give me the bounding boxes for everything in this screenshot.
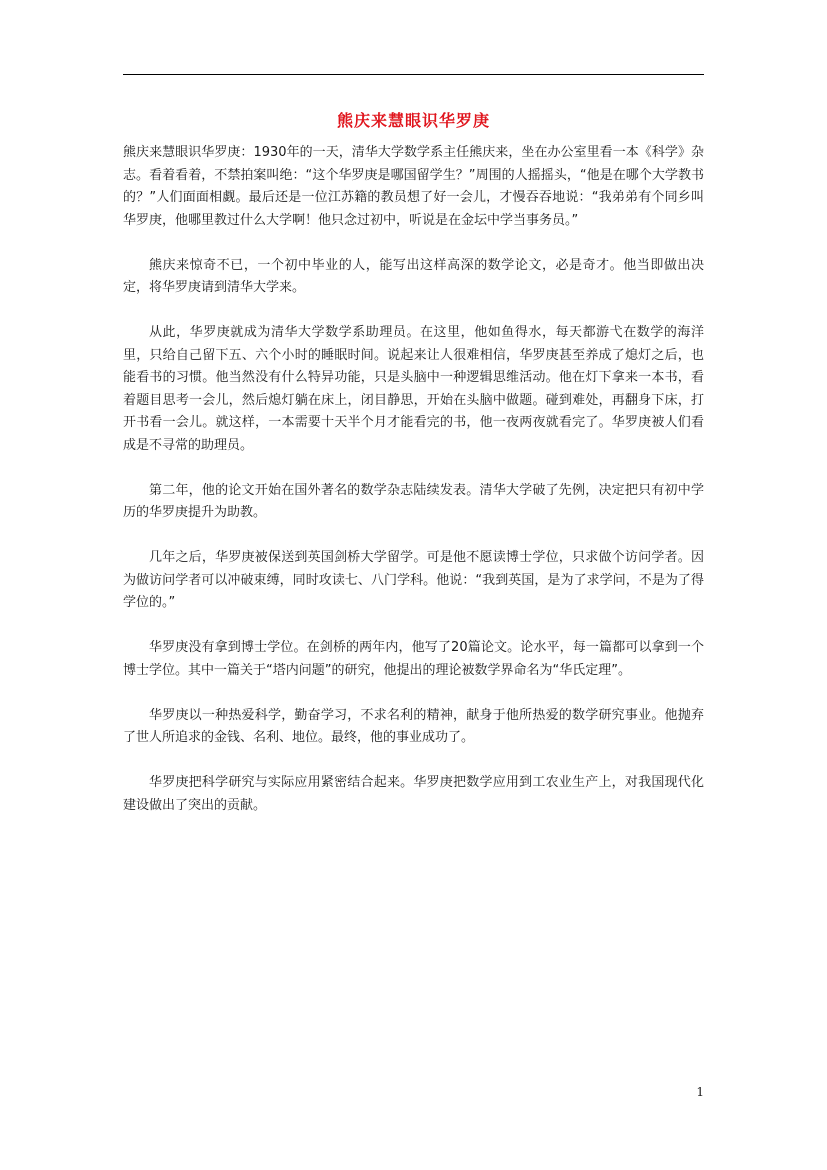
- page-number: 1: [696, 1085, 704, 1099]
- paragraph: 从此，华罗庚就成为清华大学数学系助理员。在这里，他如鱼得水，每天都游弋在数学的海洋里，只给自己留下五、六个小时的睡眠时间。说起来让人很难相信，华罗庚甚至养成了熄灯之后，也能看书的习惯。他当然没有什么特异功能，只是头脑中一种逻辑思维活动。他在灯下拿来一本书，看着题目思考一会儿，然后熄灯躺在床上，闭目静思，开始在头脑中做题。碰到难处，再翻身下床，打开书看一会儿。就这样，一本需要十天半个月才能看完的书，他一夜两夜就看完了。华罗庚被人们看成是不寻常的助理员。: [123, 325, 704, 453]
- paragraph: 几年之后，华罗庚被保送到英国剑桥大学留学。可是他不愿读博士学位，只求做个访问学者。因为做访问学者可以冲破束缚，同时攻读七、八门学科。他说：“我到英国，是为了求学问，不是为了得学位的。”: [123, 550, 704, 610]
- paragraph: 华罗庚以一种热爱科学，勤奋学习，不求名利的精神，献身于他所热爱的数学研究事业。他抛弃了世人所追求的金钱、名利、地位。最终，他的事业成功了。: [123, 707, 704, 745]
- header-rule: [123, 74, 704, 75]
- document-body: [123, 142, 704, 840]
- paragraph: 华罗庚没有拿到博士学位。在剑桥的两年内，他写了20篇论文。论水平，每一篇都可以拿到一个博士学位。其中一篇关于“塔内问题”的研究，他提出的理论被数学界命名为“华氏定理”。: [123, 640, 704, 678]
- paragraph: 第二年，他的论文开始在国外著名的数学杂志陆续发表。清华大学破了先例，决定把只有初中学历的华罗庚提升为助教。: [123, 482, 704, 520]
- paragraph: 熊庆来慧眼识华罗庚：1930年的一天，清华大学数学系主任熊庆来，坐在办公室里看一本《科学》杂志。看着看着，不禁拍案叫绝：“这个华罗庚是哪国留学生？”周围的人摇摇头，“他是在哪个大学教书的？”人们面面相觑。最后还是一位江苏籍的教员想了好一会儿，才慢吞吞地说：“我弟弟有个同乡叫华罗庚，他哪里教过什么大学啊！他只念过初中，听说是在金坛中学当事务员。”: [123, 145, 704, 228]
- paragraph: 熊庆来惊奇不已，一个初中毕业的人，能写出这样高深的数学论文，必是奇才。他当即做出决定，将华罗庚请到清华大学来。: [123, 257, 704, 295]
- paragraph: 华罗庚把科学研究与实际应用紧密结合起来。华罗庚把数学应用到工农业生产上，对我国现代化建设做出了突出的贡献。: [123, 775, 704, 813]
- document-title: 熊庆来慧眼识华罗庚: [336, 111, 490, 130]
